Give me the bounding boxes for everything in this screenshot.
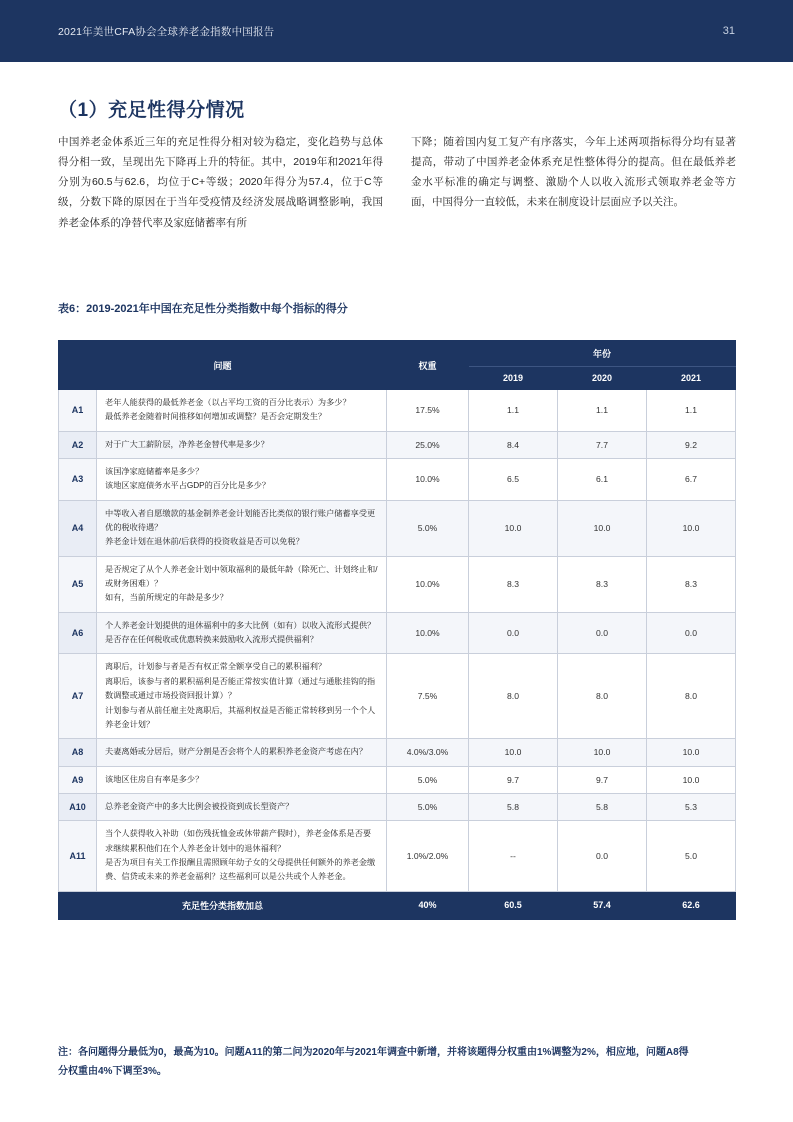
row-2020: 9.7	[558, 766, 647, 793]
row-weight: 10.0%	[387, 556, 469, 612]
scores-table	[58, 340, 736, 920]
row-question	[97, 459, 387, 501]
question-line: 个人养老金计划提供的退休福利中的多大比例（如有）以收入流形式提供？	[105, 620, 376, 630]
question-line: 老年人能获得的最低养老金（以占平均工资的百分比表示）为多少？	[105, 398, 351, 407]
row-weight: 5.0%	[387, 500, 469, 556]
row-2020: 8.0	[558, 654, 647, 739]
row-weight: 5.0%	[387, 793, 469, 820]
question-line: 该地区家庭债务水平占GDP的百分比是多少？	[105, 481, 271, 491]
row-2021: 8.3	[647, 556, 736, 612]
row-code: A7	[59, 654, 97, 739]
row-2020: 5.8	[558, 793, 647, 820]
row-2020: 7.7	[558, 431, 647, 458]
question-line: 当个人获得收入补助（如伤残抚恤金或休带薪产假时），养老金体系是否要求继续累积他们在个人养老金计划中的退休福利？	[105, 829, 372, 853]
row-code: A4	[59, 500, 97, 556]
th-year-2021: 2021	[647, 367, 736, 390]
row-2020: 0.0	[558, 821, 647, 891]
row-2019: 8.4	[469, 431, 558, 458]
row-weight: 10.0%	[387, 612, 469, 654]
row-code: A3	[59, 459, 97, 501]
total-2020: 57.4	[558, 891, 647, 919]
row-2021: 8.0	[647, 654, 736, 739]
row-2021: 1.1	[647, 390, 736, 432]
total-2021: 62.6	[647, 891, 736, 919]
row-question	[97, 654, 387, 739]
question-line: 对于广大工薪阶层，净养老金替代率是多少？	[105, 439, 269, 449]
page-header	[0, 0, 793, 62]
section-title: （1）充足性得分情况	[58, 99, 245, 121]
row-2020: 10.0	[558, 739, 647, 766]
row-2019: 10.0	[469, 500, 558, 556]
body-paragraph-left: 中国养老金体系近三年的充足性得分相对较为稳定，变化趋势与总体得分相一致，呈现出先下降再上升的特征。其中，2019年和2021年得分别为60.5与62.6，均位于C+等级；2020年得分为57.4，位于C等级，分数下降的原因在于当年受疫情及经济发展战略调整影响，我国养老金体系的净替代率及家庭储蓄率有所	[58, 136, 383, 229]
question-line: 养老金计划在退休前/后获得的投资收益是否可以免税？	[105, 537, 304, 547]
row-2021: 10.0	[647, 500, 736, 556]
table-row	[59, 654, 736, 739]
row-code: A8	[59, 739, 97, 766]
row-2021: 9.2	[647, 431, 736, 458]
question-line: 夫妻离婚或分居后，财产分割是否会将个人的累积养老金资产考虑在内？	[105, 747, 368, 757]
row-question	[97, 390, 387, 432]
total-weight: 40%	[387, 891, 469, 919]
table-caption: 表6：2019-2021年中国在充足性分类指数中每个指标的得分	[58, 303, 348, 315]
question-line: 是否存在任何税收或优惠转换来鼓励收入流形式提供福利？	[105, 635, 318, 645]
table-row	[59, 766, 736, 793]
row-weight: 1.0%/2.0%	[387, 821, 469, 891]
row-2021: 5.3	[647, 793, 736, 820]
row-2020: 10.0	[558, 500, 647, 556]
row-question	[97, 500, 387, 556]
question-line: 离职后，该参与者的累积福利是否能正常按实值计算（通过与通胀挂钩的指数调整或通过市场投资回报计算）？	[105, 676, 376, 701]
table-foot	[59, 891, 736, 919]
row-2019: 5.8	[469, 793, 558, 820]
row-2020: 8.3	[558, 556, 647, 612]
question-line: 如有，当前所规定的年龄是多少？	[105, 593, 228, 603]
table-row	[59, 556, 736, 612]
question-line: 计划参与者从前任雇主处离职后，其福利权益是否能正常转移到另一个个人养老金计划？	[105, 705, 376, 729]
table-row	[59, 793, 736, 820]
table-note: 注：各问题得分最低为0，最高为10。问题A11的第二问为2020年与2021年调查中新增，并将该题得分权重由1%调整为2%，相应地，问题A8得分权重由4%下调至3%。	[58, 1047, 689, 1077]
row-weight: 17.5%	[387, 390, 469, 432]
table-row	[59, 431, 736, 458]
row-2019: 9.7	[469, 766, 558, 793]
question-line: 中等收入者自愿缴款的基金制养老金计划能否比类似的银行账户储蓄享受更优的税收待遇？	[105, 508, 376, 533]
body-paragraph-right: 下降；随着国内复工复产有序落实，今年上述两项指标得分均有显著提高，带动了中国养老金体系充足性整体得分的提高。但在最低养老金水平标准的确定与调整、激励个人以收入流形式领取养老金等方面，中国得分一直较低，未来在制度设计层面应予以关注。	[411, 136, 736, 209]
scores-table-wrapper	[58, 340, 736, 920]
row-code: A1	[59, 390, 97, 432]
row-weight: 25.0%	[387, 431, 469, 458]
row-question	[97, 739, 387, 766]
row-question	[97, 793, 387, 820]
row-2019: 1.1	[469, 390, 558, 432]
row-question	[97, 612, 387, 654]
row-question	[97, 431, 387, 458]
row-weight: 10.0%	[387, 459, 469, 501]
row-2021: 5.0	[647, 821, 736, 891]
question-line: 离职后，计划参与者是否有权正常全额享受自己的累积福利？	[105, 662, 327, 672]
th-year-2019: 2019	[469, 367, 558, 390]
row-2019: 6.5	[469, 459, 558, 501]
total-label: 充足性分类指数加总	[59, 891, 387, 919]
table-row	[59, 390, 736, 432]
row-2019: 10.0	[469, 739, 558, 766]
row-code: A6	[59, 612, 97, 654]
total-2019: 60.5	[469, 891, 558, 919]
th-year-2020: 2020	[558, 367, 647, 390]
row-code: A9	[59, 766, 97, 793]
row-2020: 0.0	[558, 612, 647, 654]
row-code: A10	[59, 793, 97, 820]
row-code: A2	[59, 431, 97, 458]
row-weight: 7.5%	[387, 654, 469, 739]
row-2019: --	[469, 821, 558, 891]
question-line: 总养老金资产中的多大比例会被投资到成长型资产？	[105, 801, 294, 811]
row-code: A11	[59, 821, 97, 891]
th-question: 问题	[59, 341, 387, 390]
row-2021: 6.7	[647, 459, 736, 501]
row-2019: 0.0	[469, 612, 558, 654]
body-columns	[58, 132, 736, 233]
row-weight: 5.0%	[387, 766, 469, 793]
table-body	[59, 390, 736, 892]
row-question	[97, 821, 387, 891]
table-row	[59, 739, 736, 766]
question-line: 该国净家庭储蓄率是多少？	[105, 467, 204, 477]
table-row	[59, 500, 736, 556]
table-row	[59, 459, 736, 501]
question-line: 最低养老金随着时间推移如何增加或调整？是否会定期发生？	[105, 412, 327, 422]
row-2020: 1.1	[558, 390, 647, 432]
header-page-number: 31	[722, 25, 735, 37]
row-2019: 8.0	[469, 654, 558, 739]
th-year-group: 年份	[469, 341, 736, 367]
table-row	[59, 821, 736, 891]
question-line: 是否为项目有关工作报酬且需照顾年幼子女的父母提供任何额外的养老金缴费、信贷或未来的养老金福利？这些福利可以是公共或个人养老金。	[105, 857, 376, 882]
question-line: 该地区住房自有率是多少？	[105, 774, 204, 784]
row-weight: 4.0%/3.0%	[387, 739, 469, 766]
row-2021: 10.0	[647, 739, 736, 766]
row-2021: 0.0	[647, 612, 736, 654]
th-weight: 权重	[387, 341, 469, 390]
row-code: A5	[59, 556, 97, 612]
header-title: 2021年美世CFA协会全球养老金指数中国报告	[58, 25, 275, 38]
row-2020: 6.1	[558, 459, 647, 501]
question-line: 是否规定了从个人养老金计划中领取福利的最低年龄（除死亡、计划终止和/或财务困难）？	[105, 564, 378, 589]
row-question	[97, 766, 387, 793]
row-2019: 8.3	[469, 556, 558, 612]
table-head	[59, 341, 736, 390]
row-2021: 10.0	[647, 766, 736, 793]
table-row	[59, 612, 736, 654]
row-question	[97, 556, 387, 612]
